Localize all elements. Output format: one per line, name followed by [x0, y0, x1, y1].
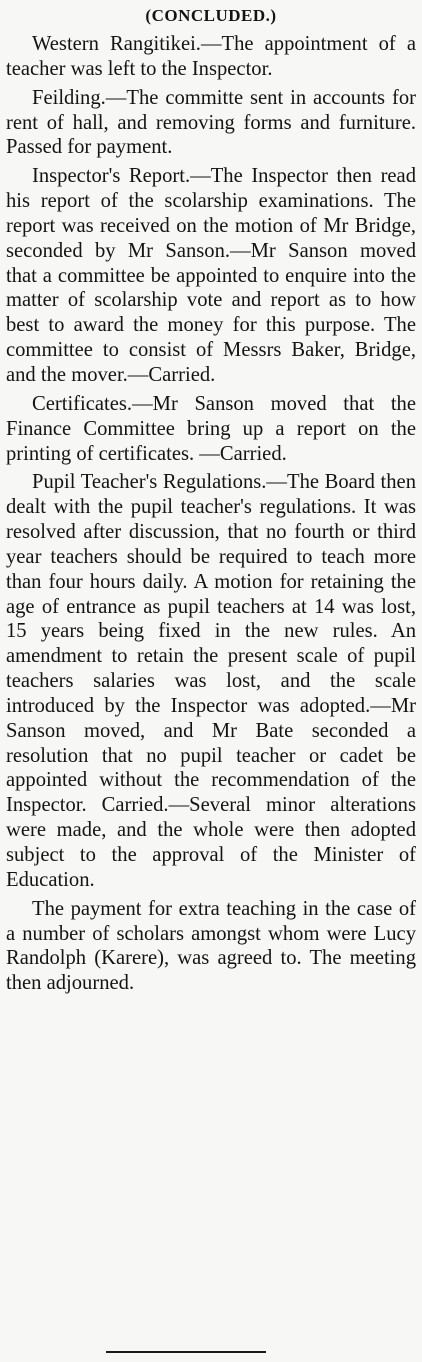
- paragraph-certificates: [6, 392, 416, 467]
- article-heading: (CONCLUDED.): [145, 6, 277, 25]
- paragraph-inspectors-report: [6, 164, 416, 388]
- paragraph-text: The payment for extra teaching in the case of a number of scholars amongst whom were Lucy Randolph (Karere), was agreed to. The meeting then adjourned.: [6, 897, 416, 995]
- closing-divider: [106, 1351, 266, 1353]
- paragraph-text: Inspector's Report.—The Inspector then read his report of the scolarship examinations. The report was received on the motion of Mr Bridge, seconded by Mr Sanson.—Mr Sanson moved that a committee be appointed to enquire into the matter of scolarship vote and report as to how best to award the money for this purpose. The committee to consist of Messrs Baker, Bridge, and the mover.—Carried.: [6, 165, 416, 386]
- paragraph-pupil-teachers-regulations: [6, 470, 416, 892]
- paragraph-text: Certificates.—Mr Sanson moved that the Finance Committee bring up a report on the printing of certificates. —Carried.: [6, 392, 416, 465]
- paragraph-western-rangitikei: [6, 32, 416, 82]
- paragraph-extra-teaching-payment: [6, 897, 416, 996]
- paragraph-text: Feilding.—The committe sent in accounts for rent of hall, and removing forms and furniture. Passed for payment.: [6, 86, 416, 159]
- paragraph-text: Western Rangitikei.—The appointment of a teacher was left to the Inspector.: [6, 33, 416, 80]
- paragraph-text: Pupil Teacher's Regulations.—The Board then dealt with the pupil teacher's regulations. It was resolved after discussion, that no fourth or third year teachers should be required to teach more than four hours daily. A motion for retaining the age of entrance as pupil teachers at 14 was lost, 15 years being fixed in the new rules. An amendment to retain the present scale of pupil teachers salaries was lost, and the scale introduced by the Inspector was adopted.—Mr Sanson moved, and Mr Bate seconded a resolution that no pupil teacher or cadet be appointed without the recommendation of the Inspector. Carried.—Several minor alterations were made, and the whole were then adopted subject to the approval of the Minister of Education.: [6, 471, 416, 891]
- paragraph-feilding: [6, 86, 416, 161]
